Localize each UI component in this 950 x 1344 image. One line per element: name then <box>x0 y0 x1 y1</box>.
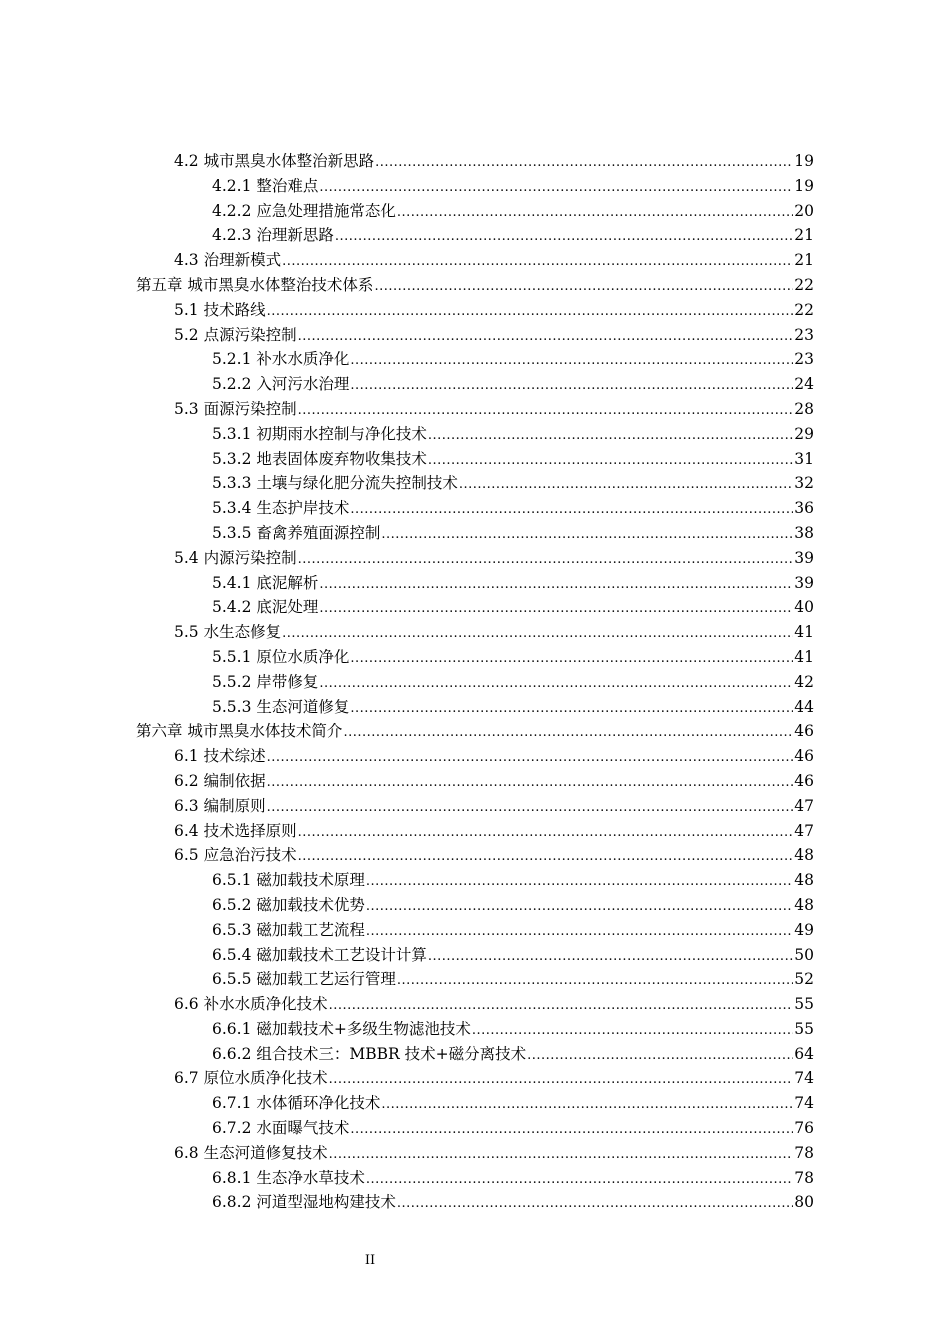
toc-entry[interactable] <box>0 1141 814 1166</box>
dot-leader <box>319 597 793 622</box>
toc-entry-page: 46 <box>794 771 814 790</box>
toc-entry-title: 5.3.1 初期雨水控制与净化技术 <box>212 424 427 443</box>
toc-entry-title: 5.5.1 原位水质净化 <box>212 647 350 666</box>
dot-leader <box>527 1044 793 1069</box>
toc-entry-title: 5.3.2 地表固体废弃物收集技术 <box>212 449 427 468</box>
toc-entry-page: 46 <box>794 747 814 766</box>
dot-leader <box>375 151 793 176</box>
dot-leader <box>282 622 793 647</box>
dot-leader <box>397 969 793 994</box>
dot-leader <box>350 1118 793 1143</box>
toc-entry-page: 49 <box>794 920 814 939</box>
toc-entry-title: 6.7.1 水体循环净化技术 <box>212 1094 381 1113</box>
toc-entry-page: 48 <box>794 895 814 914</box>
toc-entry-title: 6.5 应急治污技术 <box>174 846 297 865</box>
toc-entry[interactable] <box>0 967 814 992</box>
toc-entry-page: 78 <box>794 1143 814 1162</box>
toc-entry[interactable] <box>0 794 814 819</box>
toc-entry-title: 5.4 内源污染控制 <box>174 548 297 567</box>
toc-entry-title: 6.5.3 磁加载工艺流程 <box>212 920 365 939</box>
dot-leader <box>366 870 793 895</box>
toc-entry-title: 6.3 编制原则 <box>174 796 266 815</box>
toc-entry[interactable] <box>0 868 814 893</box>
dot-leader <box>350 697 793 722</box>
dot-leader <box>366 895 793 920</box>
dot-leader <box>267 796 794 821</box>
toc-entry[interactable] <box>0 1091 814 1116</box>
toc-entry-title: 6.6.2 组合技术三：MBBR 技术+磁分离技术 <box>212 1044 527 1063</box>
dot-leader <box>350 349 793 374</box>
toc-entry-title: 6.4 技术选择原则 <box>174 821 297 840</box>
toc-entry[interactable] <box>0 149 814 174</box>
toc-entry-title: 6.8.2 河道型湿地构建技术 <box>212 1193 396 1212</box>
table-of-contents <box>0 149 950 1215</box>
toc-entry-page: 24 <box>794 375 814 394</box>
toc-entry-page: 23 <box>794 350 814 369</box>
toc-entry[interactable] <box>0 248 814 273</box>
toc-entry-title: 4.2.2 应急处理措施常态化 <box>212 201 396 220</box>
dot-leader <box>298 821 794 846</box>
toc-entry-page: 50 <box>794 945 814 964</box>
toc-entry[interactable] <box>0 843 814 868</box>
toc-entry-title: 6.1 技术综述 <box>174 747 266 766</box>
toc-entry-title: 4.2.1 整治难点 <box>212 176 319 195</box>
toc-entry-title: 5.3.5 畜禽养殖面源控制 <box>212 523 381 542</box>
dot-leader <box>267 746 794 771</box>
toc-entry-page: 19 <box>794 176 814 195</box>
toc-entry-title: 6.7.2 水面曝气技术 <box>212 1119 350 1138</box>
toc-entry[interactable] <box>0 670 814 695</box>
toc-entry-page: 47 <box>794 796 814 815</box>
dot-leader <box>397 1192 793 1217</box>
dot-leader <box>298 325 794 350</box>
toc-entry-title: 第五章 城市黑臭水体整治技术体系 <box>136 275 374 294</box>
dot-leader <box>397 201 793 226</box>
toc-entry-title: 6.5.2 磁加载技术优势 <box>212 895 365 914</box>
dot-leader <box>366 920 793 945</box>
dot-leader <box>459 473 793 498</box>
toc-entry[interactable] <box>0 719 814 744</box>
toc-entry-title: 6.6.1 磁加载技术+多级生物滤池技术 <box>212 1019 471 1038</box>
dot-leader <box>282 250 793 275</box>
dot-leader <box>428 945 793 970</box>
toc-entry-page: 39 <box>794 548 814 567</box>
dot-leader <box>319 176 793 201</box>
toc-entry-page: 74 <box>794 1069 814 1088</box>
toc-entry-title: 6.8.1 生态净水草技术 <box>212 1168 365 1187</box>
toc-entry[interactable] <box>0 372 814 397</box>
toc-entry-title: 5.3 面源污染控制 <box>174 399 297 418</box>
toc-entry-title: 6.5.5 磁加载工艺运行管理 <box>212 970 396 989</box>
toc-entry[interactable] <box>0 695 814 720</box>
toc-entry[interactable] <box>0 199 814 224</box>
dot-leader <box>319 573 793 598</box>
dot-leader <box>298 845 794 870</box>
toc-entry-page: 64 <box>794 1044 814 1063</box>
dot-leader <box>366 1168 793 1193</box>
toc-entry[interactable] <box>0 298 814 323</box>
toc-entry-page: 76 <box>794 1119 814 1138</box>
toc-entry[interactable] <box>0 546 814 571</box>
toc-entry[interactable] <box>0 1116 814 1141</box>
toc-entry-page: 42 <box>794 672 814 691</box>
toc-entry-title: 6.5.1 磁加载技术原理 <box>212 871 365 890</box>
toc-entry[interactable] <box>0 819 814 844</box>
toc-entry-page: 78 <box>794 1168 814 1187</box>
toc-entry[interactable] <box>0 943 814 968</box>
toc-entry-page: 47 <box>794 821 814 840</box>
dot-leader <box>329 1143 794 1168</box>
toc-entry-title: 5.5.3 生态河道修复 <box>212 697 350 716</box>
dot-leader <box>319 672 793 697</box>
toc-entry[interactable] <box>0 769 814 794</box>
toc-entry-title: 5.3.3 土壤与绿化肥分流失控制技术 <box>212 474 458 493</box>
toc-entry-page: 44 <box>794 697 814 716</box>
toc-entry[interactable] <box>0 223 814 248</box>
toc-entry-page: 38 <box>794 523 814 542</box>
toc-entry-page: 48 <box>794 846 814 865</box>
toc-entry[interactable] <box>0 323 814 348</box>
toc-entry-title: 6.8 生态河道修复技术 <box>174 1143 328 1162</box>
toc-entry-title: 6.5.4 磁加载技术工艺设计计算 <box>212 945 427 964</box>
toc-entry-page: 48 <box>794 871 814 890</box>
toc-entry-page: 46 <box>794 722 814 741</box>
dot-leader <box>267 771 794 796</box>
toc-entry-title: 4.2.3 治理新思路 <box>212 226 334 245</box>
toc-entry-title: 6.2 编制依据 <box>174 771 266 790</box>
toc-entry[interactable] <box>0 496 814 521</box>
toc-entry-title: 5.1 技术路线 <box>174 300 266 319</box>
toc-entry-title: 5.4.2 底泥处理 <box>212 598 319 617</box>
toc-entry-page: 31 <box>794 449 814 468</box>
toc-entry[interactable] <box>0 174 814 199</box>
toc-entry[interactable] <box>0 347 814 372</box>
toc-entry-title: 6.7 原位水质净化技术 <box>174 1069 328 1088</box>
toc-entry-title: 第六章 城市黑臭水体技术简介 <box>136 722 343 741</box>
toc-entry-page: 74 <box>794 1094 814 1113</box>
dot-leader <box>343 721 793 746</box>
dot-leader <box>350 498 793 523</box>
toc-entry[interactable] <box>0 521 814 546</box>
toc-entry-title: 5.2.2 入河污水治理 <box>212 375 350 394</box>
toc-entry-page: 40 <box>794 598 814 617</box>
toc-entry-page: 52 <box>794 970 814 989</box>
dot-leader <box>381 523 793 548</box>
toc-entry-page: 21 <box>794 251 814 270</box>
toc-entry[interactable] <box>0 1190 814 1215</box>
toc-entry-page: 32 <box>794 474 814 493</box>
toc-entry[interactable] <box>0 893 814 918</box>
toc-entry[interactable] <box>0 471 814 496</box>
toc-entry[interactable] <box>0 992 814 1017</box>
toc-entry[interactable] <box>0 273 814 298</box>
toc-entry[interactable] <box>0 645 814 670</box>
toc-entry-page: 55 <box>794 995 814 1014</box>
dot-leader <box>381 1093 793 1118</box>
dot-leader <box>428 449 793 474</box>
toc-entry-title: 5.5 水生态修复 <box>174 623 282 642</box>
toc-entry[interactable] <box>0 447 814 472</box>
toc-entry-page: 22 <box>794 275 814 294</box>
toc-entry-page: 20 <box>794 201 814 220</box>
toc-entry[interactable] <box>0 1042 814 1067</box>
toc-entry-title: 5.3.4 生态护岸技术 <box>212 499 350 518</box>
toc-entry-page: 21 <box>794 226 814 245</box>
dot-leader <box>350 647 793 672</box>
dot-leader <box>267 300 794 325</box>
toc-entry-title: 5.5.2 岸带修复 <box>212 672 319 691</box>
toc-entry-page: 23 <box>794 325 814 344</box>
dot-leader <box>350 374 793 399</box>
dot-leader <box>329 1068 794 1093</box>
toc-entry-page: 22 <box>794 300 814 319</box>
toc-entry[interactable] <box>0 1017 814 1042</box>
toc-entry[interactable] <box>0 397 814 422</box>
toc-entry[interactable] <box>0 620 814 645</box>
toc-entry-title: 5.2 点源污染控制 <box>174 325 297 344</box>
toc-entry-title: 5.2.1 补水水质净化 <box>212 350 350 369</box>
toc-entry-title: 4.2 城市黑臭水体整治新思路 <box>174 152 375 170</box>
toc-entry-page: 41 <box>794 623 814 642</box>
dot-leader <box>329 994 794 1019</box>
toc-entry[interactable] <box>0 1066 814 1091</box>
page-number: II <box>364 1253 376 1268</box>
toc-entry-page: 36 <box>794 499 814 518</box>
toc-entry-page: 28 <box>794 399 814 418</box>
dot-leader <box>298 548 794 573</box>
dot-leader <box>335 225 793 250</box>
toc-entry[interactable] <box>0 571 814 596</box>
toc-entry[interactable] <box>0 744 814 769</box>
toc-entry[interactable] <box>0 595 814 620</box>
toc-entry-title: 4.3 治理新模式 <box>174 251 282 270</box>
toc-entry-page: 80 <box>794 1193 814 1212</box>
dot-leader <box>374 275 793 300</box>
toc-entry[interactable] <box>0 918 814 943</box>
dot-leader <box>428 424 793 449</box>
toc-entry[interactable] <box>0 422 814 447</box>
dot-leader <box>472 1019 793 1044</box>
toc-entry-page: 29 <box>794 424 814 443</box>
toc-entry[interactable] <box>0 1166 814 1191</box>
toc-entry-title: 5.4.1 底泥解析 <box>212 573 319 592</box>
toc-entry-page: 39 <box>794 573 814 592</box>
toc-entry-title: 6.6 补水水质净化技术 <box>174 995 328 1014</box>
toc-entry-page: 19 <box>794 152 814 170</box>
toc-entry-page: 55 <box>794 1019 814 1038</box>
dot-leader <box>298 399 794 424</box>
toc-entry-page: 41 <box>794 647 814 666</box>
